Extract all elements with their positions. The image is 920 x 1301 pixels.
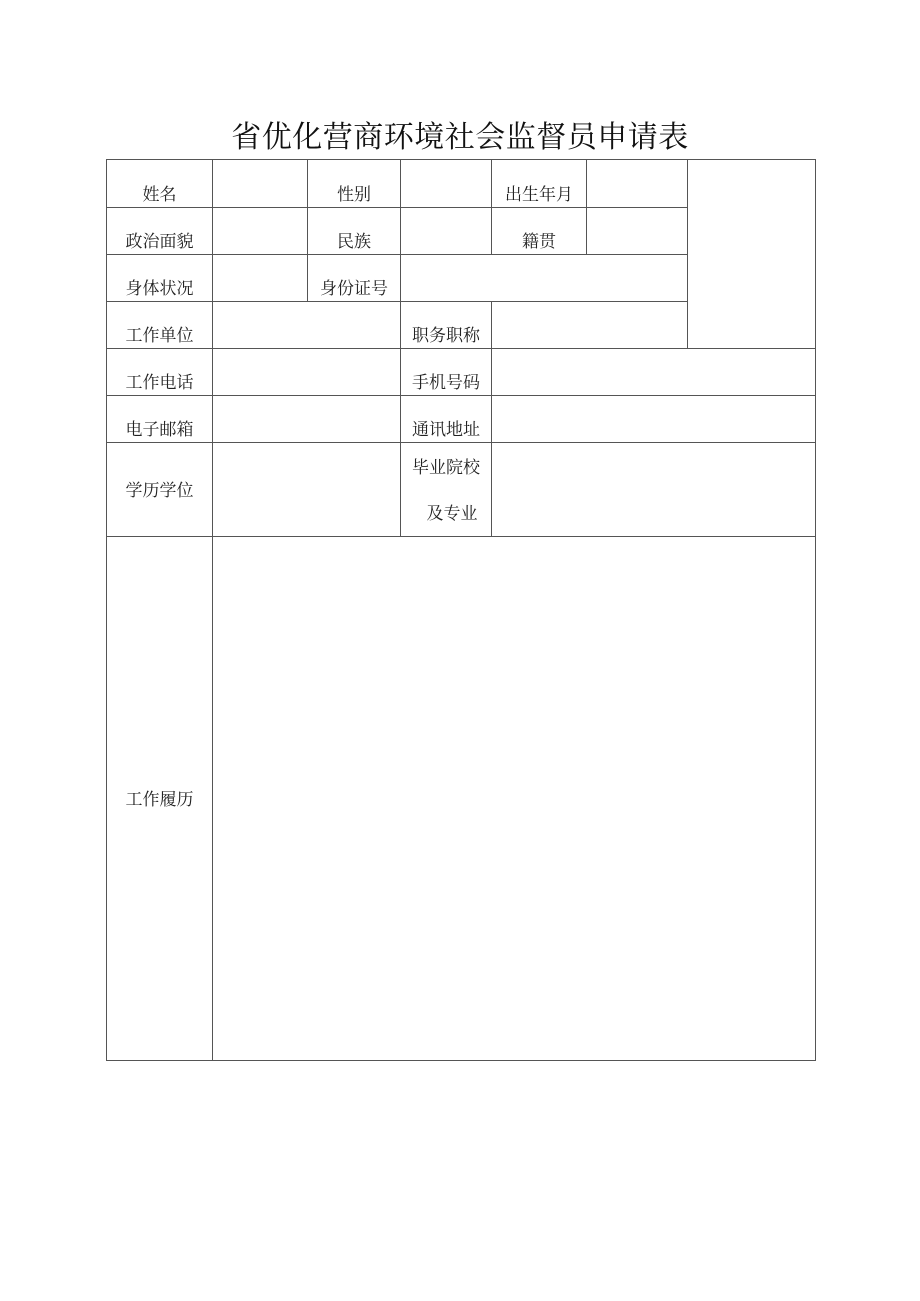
field-native-place[interactable] [587,208,688,255]
field-birth[interactable] [587,160,688,208]
field-mobile[interactable] [492,349,816,396]
application-form-table [106,159,816,1061]
label-name: 姓名 [107,160,213,208]
field-id-number[interactable] [401,255,688,302]
label-address: 通讯地址 [401,396,492,443]
photo-box [688,160,816,349]
label-birth: 出生年月 [492,160,587,208]
label-school-line2: 及专业 [426,504,478,524]
field-position-title[interactable] [492,302,688,349]
label-employer: 工作单位 [107,302,213,349]
label-native-place: 籍贯 [492,208,587,255]
label-resume: 工作履历 [107,537,213,1061]
field-health[interactable] [213,255,308,302]
field-work-phone[interactable] [213,349,401,396]
label-work-phone: 工作电话 [107,349,213,396]
label-position-title: 职务职称 [401,302,492,349]
label-email: 电子邮箱 [107,396,213,443]
field-name[interactable] [213,160,308,208]
label-ethnicity: 民族 [308,208,401,255]
label-id-number: 身份证号 [308,255,401,302]
field-school-major[interactable] [492,443,816,537]
label-gender: 性别 [308,160,401,208]
label-political: 政治面貌 [107,208,213,255]
field-education[interactable] [213,443,401,537]
field-address[interactable] [492,396,816,443]
label-education: 学历学位 [107,443,213,537]
label-health: 身体状况 [107,255,213,302]
label-mobile: 手机号码 [401,349,492,396]
form-title: 省优化营商环境社会监督员申请表 [231,120,689,155]
field-political[interactable] [213,208,308,255]
field-employer[interactable] [213,302,401,349]
field-resume[interactable] [213,537,816,1061]
label-school-major [401,443,492,537]
label-school-line1: 毕业院校 [412,458,480,478]
field-ethnicity[interactable] [401,208,492,255]
field-gender[interactable] [401,160,492,208]
field-email[interactable] [213,396,401,443]
